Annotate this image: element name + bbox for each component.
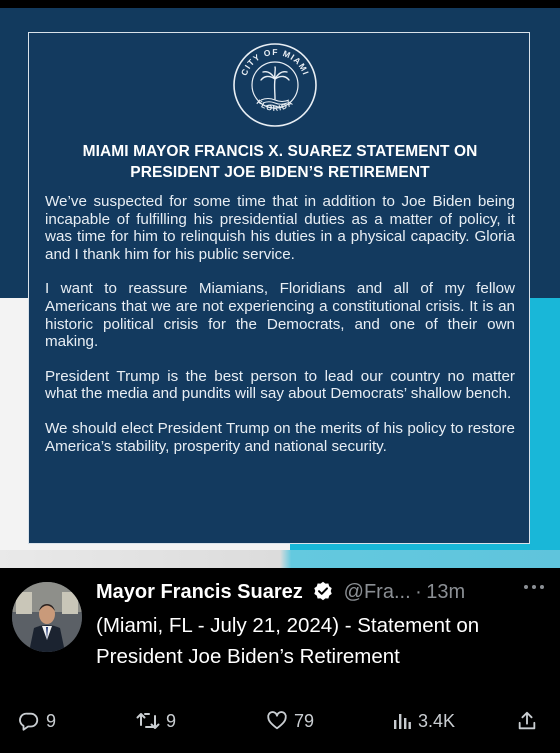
- statement-paragraph: I want to reassure Miamians, Floridians and all of my fellow Americans that we are not experiencing a constitutional crisis. It is an historic political crisis for the Democrats, and one of their own making.: [45, 280, 515, 351]
- reply-icon: [18, 710, 40, 732]
- statement-card: [28, 32, 530, 544]
- views-chart-icon: [392, 711, 412, 731]
- like-count: 79: [294, 710, 315, 731]
- person-avatar-icon: [12, 582, 82, 652]
- tweet-media-image[interactable]: [0, 8, 560, 568]
- seal-bottom-text: FLORIDA: [254, 97, 296, 113]
- statement-body: [45, 193, 515, 455]
- like-button[interactable]: [266, 706, 314, 736]
- repost-icon: [136, 710, 160, 732]
- statement-title-line: PRESIDENT JOE BIDEN’S RETIREMENT: [130, 164, 430, 181]
- share-button[interactable]: [516, 706, 538, 736]
- share-icon: [516, 710, 538, 732]
- heart-icon: [266, 710, 288, 732]
- more-options-icon[interactable]: [522, 580, 546, 594]
- statement-paragraph: President Trump is the best person to lead our country no matter what the media and pundits will say about Democrats’ shallow bench.: [45, 367, 515, 403]
- display-name[interactable]: Mayor Francis Suarez: [96, 581, 303, 603]
- reply-count: 9: [46, 710, 57, 731]
- avatar[interactable]: [12, 582, 82, 652]
- statement-title-line: MIAMI MAYOR FRANCIS X. SUAREZ STATEMENT ON: [82, 143, 478, 160]
- reply-button[interactable]: [18, 706, 56, 736]
- separator-dot: ·: [415, 581, 422, 603]
- views-button[interactable]: [392, 706, 455, 736]
- seal-top-text: CITY OF MIAMI: [238, 46, 312, 78]
- tweet-header: [96, 578, 465, 606]
- top-bar: [0, 0, 560, 8]
- user-handle[interactable]: @Fra...: [343, 581, 411, 603]
- tweet-actions: [0, 706, 560, 736]
- verified-badge-icon: [313, 581, 333, 601]
- statement-title: [29, 141, 531, 183]
- city-of-miami-seal-icon: [232, 42, 318, 128]
- tweet-text: (Miami, FL - July 21, 2024) - Statement on President Joe Biden’s Retirement: [96, 614, 480, 668]
- tweet[interactable]: [0, 568, 560, 753]
- repost-count: 9: [166, 710, 177, 731]
- view-count: 3.4K: [418, 710, 456, 731]
- timestamp[interactable]: 13m: [426, 581, 466, 603]
- statement-paragraph: We’ve suspected for some time that in addition to Joe Biden being incapable of fulfilling his presidential duties as a matter of policy, it was time for him to relinquish his duties in a physical capacity. Gloria and I thank him for his public service.: [45, 193, 515, 263]
- background-strip: [0, 550, 560, 568]
- statement-paragraph: We should elect President Trump on the merits of his policy to restore America’s stability, prosperity and national security.: [45, 419, 515, 455]
- repost-button[interactable]: [136, 706, 176, 736]
